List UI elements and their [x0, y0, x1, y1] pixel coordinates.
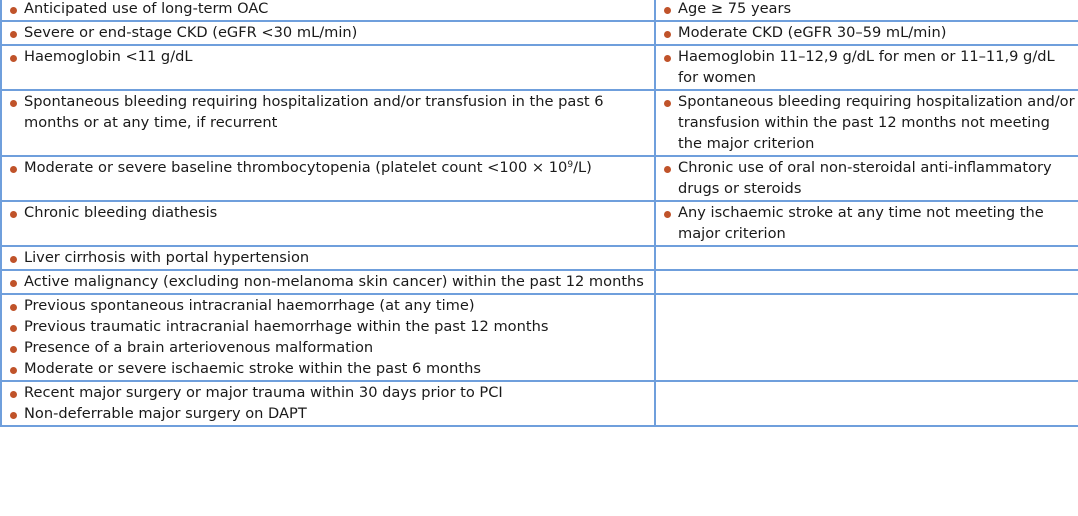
- bullet-icon: [10, 346, 17, 353]
- bullet-icon: [10, 304, 17, 311]
- table-row: [1, 45, 1078, 90]
- minor-criteria-cell: [655, 90, 1078, 156]
- minor-criteria-cell: [655, 156, 1078, 201]
- table-row: [1, 90, 1078, 156]
- list-item: Moderate or severe baseline thrombocytopenia (platelet count $<100 \times 10^9/L$): [10, 157, 648, 178]
- list-item: Active malignancy (excluding non-melanoma skin cancer) within the past 12 months: [10, 271, 648, 292]
- list-item: Any ischaemic stroke at any time not meeting the major criterion: [664, 202, 1076, 244]
- list-item: Haemoglobin <11 g/dL: [10, 46, 648, 67]
- list-item: Chronic use of oral non-steroidal anti-inflammatory drugs or steroids: [664, 157, 1076, 199]
- bullet-icon: [10, 280, 17, 287]
- minor-criteria-cell: [655, 270, 1078, 294]
- list-item: Recent major surgery or major trauma within 30 days prior to PCI: [10, 382, 648, 403]
- major-criteria-cell: [1, 21, 655, 45]
- table-row: [1, 270, 1078, 294]
- major-criteria-cell: [1, 90, 655, 156]
- list-item: Spontaneous bleeding requiring hospitalization and/or transfusion in the past 6 months or at any time, if recurrent: [10, 91, 648, 133]
- major-criteria-cell: [1, 270, 655, 294]
- list-item: Age ≥ 75 years: [664, 0, 1076, 19]
- superscript: 9: [567, 160, 574, 170]
- major-criteria-cell: [1, 381, 655, 426]
- list-item: Previous traumatic intracranial haemorrhage within the past 12 months: [10, 316, 648, 337]
- table-row: [1, 0, 1078, 21]
- minor-criteria-cell: [655, 381, 1078, 426]
- table-row: [1, 246, 1078, 270]
- major-criteria-cell: [1, 156, 655, 201]
- list-item: Previous spontaneous intracranial haemorrhage (at any time): [10, 295, 648, 316]
- list-item: Severe or end-stage CKD (eGFR <30 mL/min): [10, 22, 648, 43]
- table-row: [1, 381, 1078, 426]
- bullet-icon: [10, 55, 17, 62]
- minor-criteria-cell: [655, 21, 1078, 45]
- table-row: [1, 294, 1078, 381]
- bullet-icon: [10, 325, 17, 332]
- list-item: Presence of a brain arteriovenous malformation: [10, 337, 648, 358]
- minor-criteria-cell: [655, 294, 1078, 381]
- major-criteria-cell: [1, 246, 655, 270]
- bullet-icon: [10, 391, 17, 398]
- major-criteria-cell: [1, 201, 655, 246]
- bullet-icon: [10, 7, 17, 14]
- major-criteria-cell: [1, 0, 655, 21]
- bullet-icon: [664, 211, 671, 218]
- list-item: Haemoglobin 11–12,9 g/dL for men or 11–11,9 g/dL for women: [664, 46, 1076, 88]
- bullet-icon: [10, 367, 17, 374]
- minor-criteria-cell: [655, 246, 1078, 270]
- table-row: [1, 21, 1078, 45]
- list-item: Liver cirrhosis with portal hypertension: [10, 247, 648, 268]
- bullet-icon: [664, 166, 671, 173]
- bullet-icon: [10, 166, 17, 173]
- minor-criteria-cell: [655, 45, 1078, 90]
- table-row: [1, 156, 1078, 201]
- bullet-icon: [10, 31, 17, 38]
- bullet-icon: [10, 412, 17, 419]
- major-criteria-cell: [1, 294, 655, 381]
- table-row: [1, 201, 1078, 246]
- bullet-icon: [10, 211, 17, 218]
- minor-criteria-cell: [655, 201, 1078, 246]
- bullet-icon: [664, 100, 671, 107]
- bullet-icon: [10, 256, 17, 263]
- bullet-icon: [664, 55, 671, 62]
- list-item: Moderate CKD (eGFR 30–59 mL/min): [664, 22, 1076, 43]
- minor-criteria-cell: [655, 0, 1078, 21]
- list-item: Moderate or severe ischaemic stroke within the past 6 months: [10, 358, 648, 379]
- bullet-icon: [10, 100, 17, 107]
- list-item: Spontaneous bleeding requiring hospitalization and/or transfusion within the past 12 months not meeting the major criterion: [664, 91, 1076, 154]
- list-item: Anticipated use of long-term OAC: [10, 0, 648, 19]
- list-item: Chronic bleeding diathesis: [10, 202, 648, 223]
- major-criteria-cell: [1, 45, 655, 90]
- list-item: Non-deferrable major surgery on DAPT: [10, 403, 648, 424]
- bullet-icon: [664, 31, 671, 38]
- bullet-icon: [664, 7, 671, 14]
